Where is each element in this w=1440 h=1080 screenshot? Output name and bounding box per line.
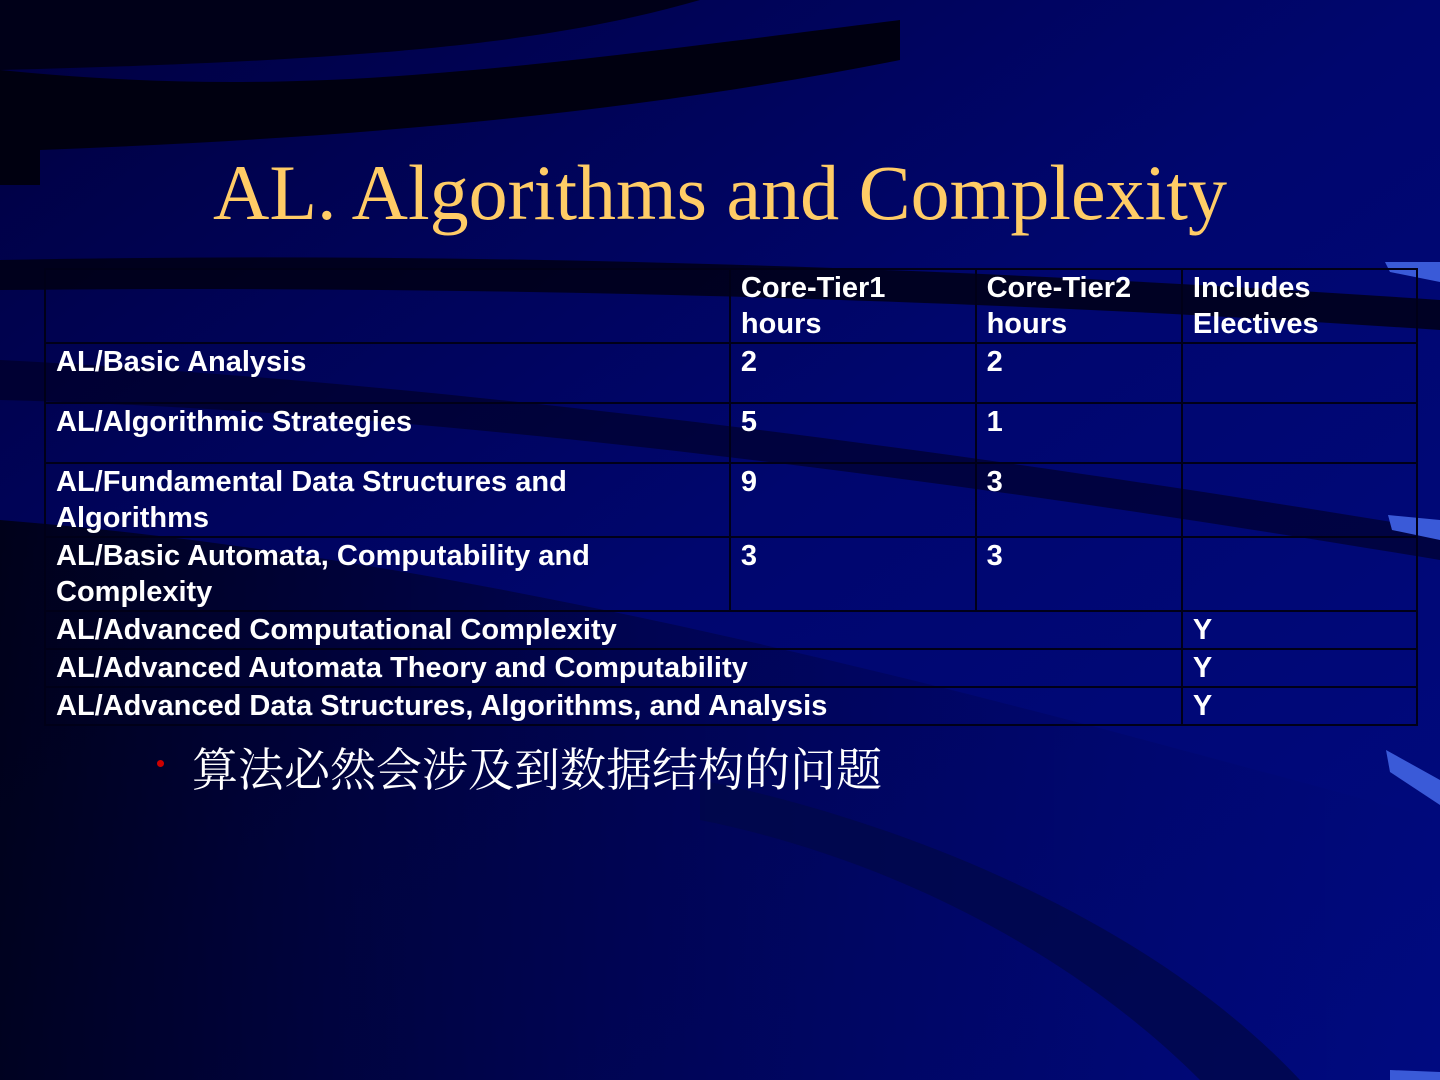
row-topic: AL/Basic Analysis [45,343,730,403]
bullet-icon [157,760,164,767]
row-tier1: 2 [730,343,976,403]
row-electives [1182,343,1417,403]
row-topic: AL/Algorithmic Strategies [45,403,730,463]
table-header-row [45,269,1417,343]
table-row [45,611,1417,649]
row-electives [1182,403,1417,463]
header-cell-blank [45,269,730,343]
table-row [45,537,1417,611]
row-tier2: 3 [976,463,1182,537]
header-cell-tier2: Core-Tier2 hours [976,269,1182,343]
slide-title: AL. Algorithms and Complexity [213,149,1227,236]
table-row [45,687,1417,725]
row-tier1: 3 [730,537,976,611]
table-row [45,403,1417,463]
row-tier2: 1 [976,403,1182,463]
row-electives: Y [1182,687,1417,725]
row-electives: Y [1182,649,1417,687]
header-cell-tier1: Core-Tier1 hours [730,269,976,343]
row-topic: AL/Basic Automata, Computability and Complexity [45,537,730,611]
row-topic: AL/Advanced Data Structures, Algorithms, and Analysis [45,687,1182,725]
row-topic: AL/Advanced Automata Theory and Computability [45,649,1182,687]
table-row [45,463,1417,537]
table-row [45,343,1417,403]
hours-table [44,268,1418,726]
row-tier2: 2 [976,343,1182,403]
row-tier2: 3 [976,537,1182,611]
row-topic: AL/Advanced Computational Complexity [45,611,1182,649]
row-tier1: 5 [730,403,976,463]
row-electives: Y [1182,611,1417,649]
row-tier1: 9 [730,463,976,537]
bullet-text: 算法必然会涉及到数据结构的问题 [192,744,882,796]
table-row [45,649,1417,687]
row-electives [1182,463,1417,537]
row-topic: AL/Fundamental Data Structures and Algorithms [45,463,730,537]
header-cell-electives: Includes Electives [1182,269,1417,343]
row-electives [1182,537,1417,611]
